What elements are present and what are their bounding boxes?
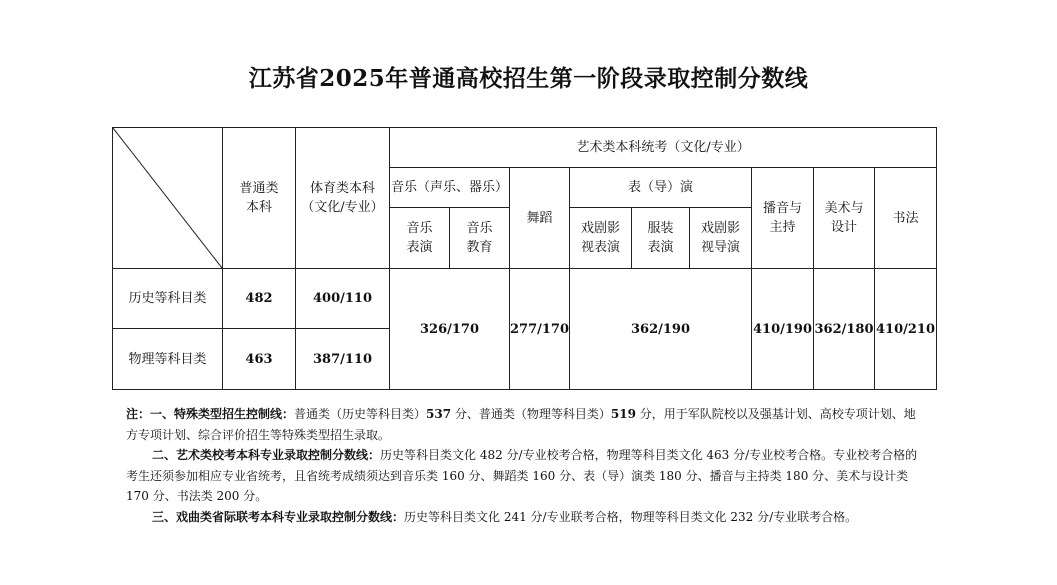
notes-section [126,404,926,527]
note-2-text: 历史等科目类文化 482 分/专业校考合格，物理等科目类文化 463 分/专业校考合格。专业校考合格的考生还须参加相应专业省统考，且省统考成绩须达到音乐类 160 分、舞蹈类 160 分、表（导）演类 180 分、播音与主持类 180 分、美术与设计类 170 分、书法类 200 分。 [126,448,918,503]
note-1-heading: 注：一、特殊类型招生控制线： [126,407,295,421]
row-label-history: 历史等科目类 [113,269,223,329]
note-1 [126,404,926,445]
header-music-education-line1: 音乐 [466,221,493,236]
header-sports [296,128,390,269]
cell-performing: 362/190 [570,269,752,390]
header-broadcasting [752,168,814,269]
cell-fine-arts: 362/180 [814,269,875,390]
header-fine-arts-line1: 美术与 [824,201,864,216]
header-drama-film-directing-line1: 戏剧影 [700,221,740,236]
header-drama-film-performance-line1: 戏剧影 [580,221,620,236]
note-1-text-b: 分、普通类（物理等科目类） [451,407,611,421]
header-drama-film-performance [570,208,632,269]
header-drama-film-directing [690,208,752,269]
header-general [223,128,296,269]
header-music-performance [390,208,450,269]
header-general-line2: 本科 [245,200,272,215]
note-3-heading: 三、戏曲类省际联考本科专业录取控制分数线： [152,509,405,524]
header-music: 音乐（声乐、器乐） [390,168,510,208]
note-2 [126,445,926,507]
cell-physics-general: 463 [223,329,296,390]
header-general-line1: 普通类 [239,181,279,196]
header-broadcasting-line1: 播音与 [762,201,802,216]
diagonal-line [113,128,222,268]
note-3-text: 历史等科目类文化 241 分/专业联考合格，物理等科目类文化 232 分/专业联考合格。 [404,509,858,524]
note-1-value-1: 537 [426,407,452,421]
page-title: 江苏省2025年普通高校招生第一阶段录取控制分数线 [248,65,809,92]
cell-calligraphy: 410/210 [875,269,937,390]
note-1-text-c: 分，用于军队院校以及强基计划、高校专项计划、地方专项计划、综合评价招生等特殊类型招生录取。 [126,407,916,442]
header-music-performance-line2: 表演 [406,240,433,255]
header-fine-arts [814,168,875,269]
header-costume-performance-line1: 服装 [647,221,674,236]
header-costume-performance-line2: 表演 [647,240,674,255]
note-1-value-2: 519 [610,407,636,421]
note-3 [126,507,926,528]
row-label-physics: 物理等科目类 [113,329,223,390]
header-drama-film-directing-line2: 视导演 [700,240,740,255]
header-art-unified: 艺术类本科统考（文化/专业） [390,128,937,168]
header-drama-film-performance-line2: 视表演 [580,240,620,255]
header-performing: 表（导）演 [570,168,752,208]
header-broadcasting-line2: 主持 [769,220,796,235]
cell-history-general: 482 [223,269,296,329]
header-fine-arts-line2: 设计 [830,220,857,235]
note-2-heading: 二、艺术类校考本科专业录取控制分数线： [152,448,381,462]
header-music-education-line2: 教育 [466,240,493,255]
cell-physics-sports: 387/110 [296,329,390,390]
cell-history-sports: 400/110 [296,269,390,329]
score-table [112,127,937,390]
cell-dance: 277/170 [510,269,570,390]
header-calligraphy: 书法 [875,168,937,269]
header-sports-line2: （文化/专业） [301,200,384,215]
table-row [113,269,937,329]
cell-music: 326/170 [390,269,510,390]
header-sports-line1: 体育类本科 [309,181,375,196]
cell-broadcasting: 410/190 [752,269,814,390]
header-costume-performance [632,208,690,269]
header-music-education [450,208,510,269]
corner-cell [113,128,223,269]
header-dance: 舞蹈 [510,168,570,269]
header-music-performance-line1: 音乐 [406,221,433,236]
note-1-text-a: 普通类（历史等科目类） [294,407,427,421]
